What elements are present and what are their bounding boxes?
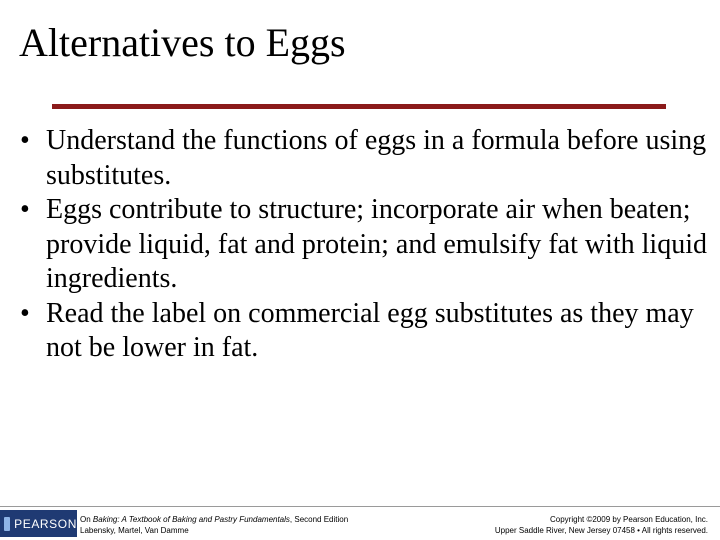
copyright-notice	[495, 514, 708, 536]
book-authors: Labensky, Martel, Van Damme	[80, 526, 189, 535]
book-prefix: On	[80, 515, 93, 524]
bullet-item	[20, 124, 710, 193]
bullet-list	[20, 124, 710, 366]
title-underline	[52, 104, 666, 109]
copyright-line-1: Copyright ©2009 by Pearson Education, Inc.	[550, 515, 708, 524]
book-citation	[80, 514, 348, 536]
bullet-item	[20, 193, 710, 297]
bullet-marker: •	[20, 194, 30, 225]
bullet-marker: •	[20, 297, 30, 329]
pearson-logo-mark-icon	[4, 517, 10, 531]
bullet-item	[20, 297, 710, 366]
pearson-logo	[0, 510, 77, 537]
book-edition: , Second Edition	[289, 515, 349, 524]
bullet-text: Read the label on commercial egg substitutes as they may not be lower in fat.	[46, 297, 694, 363]
book-title-line	[80, 514, 348, 525]
slide-title: Alternatives to Eggs	[19, 20, 346, 65]
footer-divider	[0, 506, 720, 507]
copyright-line-2: Upper Saddle River, New Jersey 07458 • All rights reserved.	[494, 526, 708, 535]
book-title: Baking: A Textbook of Baking and Pastry Fundamentals	[92, 515, 290, 524]
bullet-marker: •	[20, 125, 30, 156]
pearson-logo-text: PEARSON	[14, 516, 77, 531]
bullet-text: Understand the functions of eggs in a formula before using substitutes.	[46, 125, 707, 191]
bullet-text: Eggs contribute to structure; incorporate air when beaten; provide liquid, fat and protein; and emulsify fat with liquid ingredients.	[46, 194, 707, 294]
